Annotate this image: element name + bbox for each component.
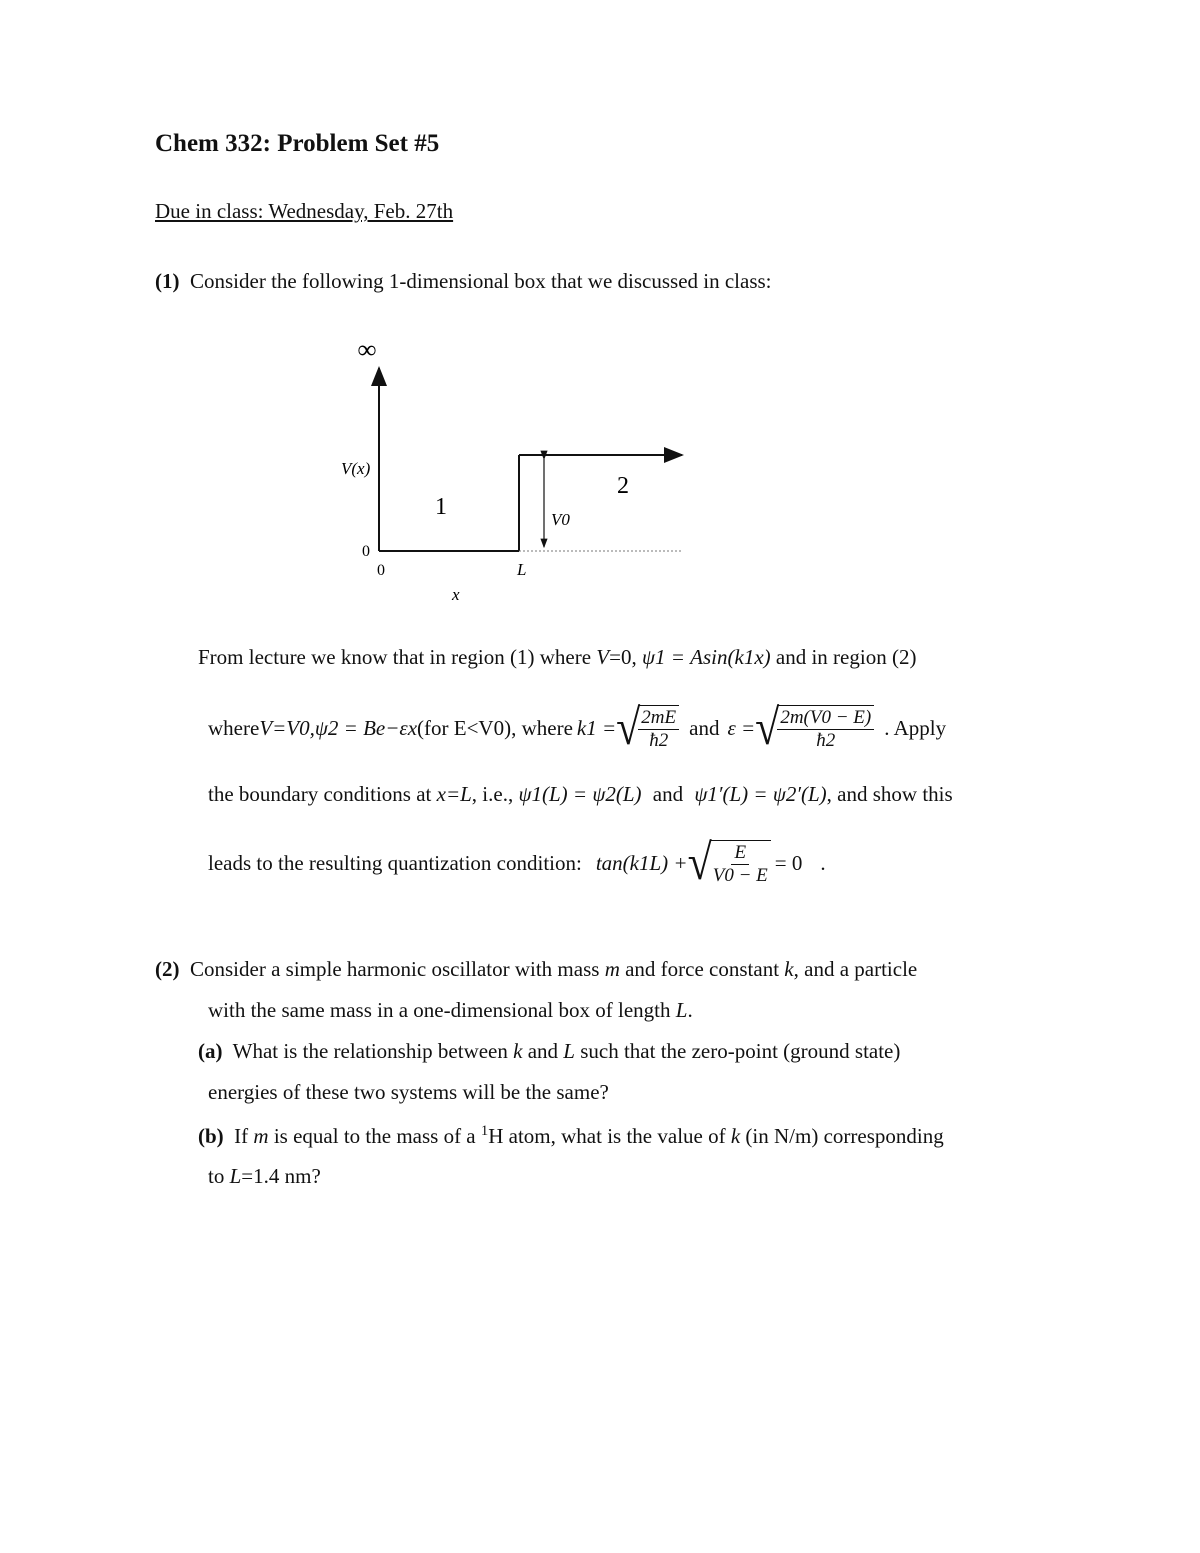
text-segment: , and a particle xyxy=(793,957,918,981)
text-segment: and in region (2) xyxy=(770,645,917,669)
text-segment: =1.4 nm? xyxy=(241,1164,321,1188)
var-V: V xyxy=(596,645,610,669)
text-segment: with the same mass in a one-dimensional box of length xyxy=(208,998,676,1022)
text-segment: to xyxy=(208,1164,230,1188)
quantization-numerator: E xyxy=(731,842,749,865)
epsilon-denominator: ħ2 xyxy=(816,729,836,751)
and-text: and xyxy=(689,715,720,740)
var-x-eq-L: x=L xyxy=(436,782,472,806)
text-segment: (for E<V0), where xyxy=(417,715,573,740)
k1-sqrt: √ $\frac{2mE}{ħ2}$ xyxy=(616,705,679,752)
problem2-line1 xyxy=(155,957,917,982)
text-segment: . xyxy=(687,998,693,1022)
problem2a-line1 xyxy=(198,1039,900,1064)
epsilon-lhs: ε = xyxy=(727,715,756,740)
problem1-line4 xyxy=(208,830,826,896)
problem1-line3 xyxy=(208,782,953,807)
text-segment: where xyxy=(208,715,260,740)
text-segment: H atom, what is the value of xyxy=(488,1124,731,1148)
x-axis-label: x xyxy=(452,585,460,604)
problem1-number: (1) xyxy=(155,269,180,293)
epsilon-sqrt: √ $\frac{2m(V0 - E)}{ħ2}$ xyxy=(755,705,874,752)
epsilon-numerator: 2m(V0 − E) xyxy=(777,707,874,730)
var-L: L xyxy=(675,998,688,1022)
problem1-line2 xyxy=(208,697,946,759)
var-L: L xyxy=(563,1039,575,1063)
quantization-denominator: V0 − E xyxy=(712,864,768,886)
part-b-label: (b) xyxy=(198,1124,224,1148)
problem2a-line2: energies of these two systems will be the same? xyxy=(208,1080,609,1104)
boundary-condition-2: ψ1′(L) = ψ2′(L) xyxy=(694,782,827,806)
text-segment: and force constant xyxy=(619,957,785,981)
text-segment: . Apply xyxy=(884,715,947,740)
problem1-intro-line xyxy=(155,269,772,294)
page-title: Chem 332: Problem Set #5 xyxy=(155,130,440,157)
text-segment: What is the relationship between xyxy=(232,1039,514,1063)
quantization-rhs: = 0 xyxy=(774,850,803,875)
x-zero-label: 0 xyxy=(377,562,385,579)
text-segment: If xyxy=(234,1124,254,1148)
text-segment: Consider a simple harmonic oscillator with mass xyxy=(190,957,605,981)
y-axis-label: V(x) xyxy=(341,459,371,478)
text-segment: =0, xyxy=(609,645,642,669)
k1-lhs: k1 = xyxy=(576,715,617,740)
k1-numerator: 2mE xyxy=(638,707,679,730)
text-segment: leads to the resulting quantization condition: xyxy=(208,850,582,875)
due-date: Due in class: Wednesday, Feb. 27th xyxy=(155,199,454,223)
region1-label: 1 xyxy=(435,494,447,520)
problem2b-line1 xyxy=(198,1123,944,1149)
text-segment: the boundary conditions at xyxy=(208,782,437,806)
problem2b-line2 xyxy=(208,1164,321,1189)
psi1-expression: ψ1 = Asin(k1x) xyxy=(641,645,771,669)
var-V-eq-V0: V=V0, xyxy=(259,715,315,740)
x-L-label: L xyxy=(517,560,527,579)
var-k: k xyxy=(730,1124,741,1148)
k1-fraction xyxy=(638,705,679,752)
var-L: L xyxy=(229,1164,242,1188)
v0-label: V0 xyxy=(551,510,570,529)
region2-label: 2 xyxy=(617,473,629,499)
text-segment: such that the zero-point (ground state) xyxy=(574,1039,901,1063)
text-segment: . xyxy=(820,850,826,875)
text-segment: (in N/m) corresponding xyxy=(740,1124,944,1148)
problem1-line1 xyxy=(198,645,916,670)
var-k: k xyxy=(784,957,794,981)
text-segment: , i.e., xyxy=(471,782,519,806)
boundary-condition-1: ψ1(L) = ψ2(L) xyxy=(518,782,642,806)
and-text: and xyxy=(652,782,684,806)
psi2-expression: ψ2 = Be−εx xyxy=(314,715,418,740)
problem2-number: (2) xyxy=(155,957,180,981)
text-segment: is equal to the mass of a xyxy=(268,1124,481,1148)
epsilon-fraction xyxy=(777,705,874,752)
text-segment: and xyxy=(522,1039,564,1063)
tan-expression: tan(k1L) + xyxy=(595,850,688,875)
quantization-sqrt: √ $\frac{E}{V0 - E}$ xyxy=(688,840,771,887)
problem2-line2 xyxy=(208,998,693,1023)
k1-denominator: ħ2 xyxy=(649,729,669,751)
problem1-intro: Consider the following 1-dimensional box that we discussed in class: xyxy=(190,269,772,293)
var-k: k xyxy=(513,1039,523,1063)
part-a-label: (a) xyxy=(198,1039,223,1063)
text-segment: From lecture we know that in region (1) where xyxy=(198,645,597,669)
potential-well-diagram xyxy=(330,330,700,610)
infinity-label: ∞ xyxy=(357,335,377,364)
var-m: m xyxy=(604,957,620,981)
isotope-superscript: 1 xyxy=(480,1123,489,1139)
text-segment: , and show this xyxy=(826,782,953,806)
var-m: m xyxy=(253,1124,269,1148)
quantization-fraction xyxy=(710,840,771,887)
y-zero-label: 0 xyxy=(362,543,370,560)
